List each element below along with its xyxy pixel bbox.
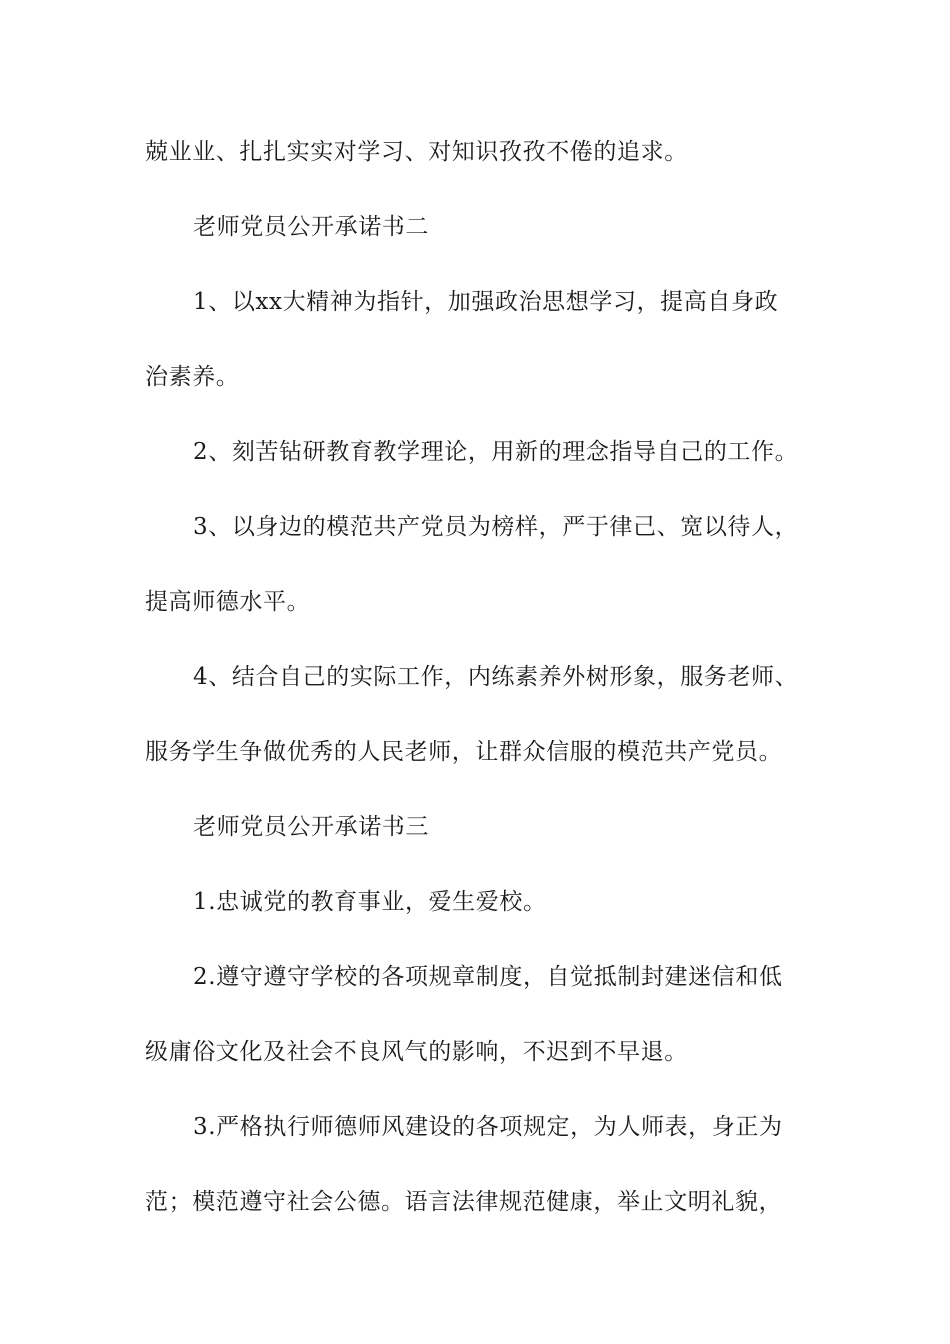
- rule-item-2: 2.遵守遵守学校的各项规章制度，自觉抵制封建迷信和低: [193, 964, 783, 990]
- rule-item-3: 3.严格执行师德师风建设的各项规定，为人师表，身正为: [193, 1114, 783, 1140]
- section-heading-2: 老师党员公开承诺书二: [193, 214, 429, 240]
- commitment-item-1: 1、以xx大精神为指针，加强政治思想学习，提高自身政: [193, 289, 779, 315]
- rule-item-3-continuation: 范；模范遵守社会公德。语言法律规范健康，举止文明礼貌，: [145, 1189, 783, 1215]
- commitment-item-4: 4、结合自己的实际工作，内练素养外树形象，服务老师、: [193, 664, 799, 690]
- commitment-item-4-continuation: 服务学生争做优秀的人民老师，让群众信服的模范共产党员。: [145, 739, 783, 765]
- paragraph-line-continuation: 兢业业、扎扎实实对学习、对知识孜孜不倦的追求。: [145, 139, 688, 165]
- commitment-item-1-continuation: 治素养。: [145, 364, 240, 390]
- rule-item-2-continuation: 级庸俗文化及社会不良风气的影响，不迟到不早退。: [145, 1039, 688, 1065]
- section-heading-3: 老师党员公开承诺书三: [193, 814, 429, 840]
- commitment-item-2: 2、刻苦钻研教育教学理论，用新的理念指导自己的工作。: [193, 439, 799, 465]
- rule-item-1: 1.忠诚党的教育事业，爱生爱校。: [193, 889, 547, 915]
- commitment-item-3-continuation: 提高师德水平。: [145, 589, 311, 615]
- commitment-item-3: 3、以身边的模范共产党员为榜样，严于律己、宽以待人，: [193, 514, 799, 540]
